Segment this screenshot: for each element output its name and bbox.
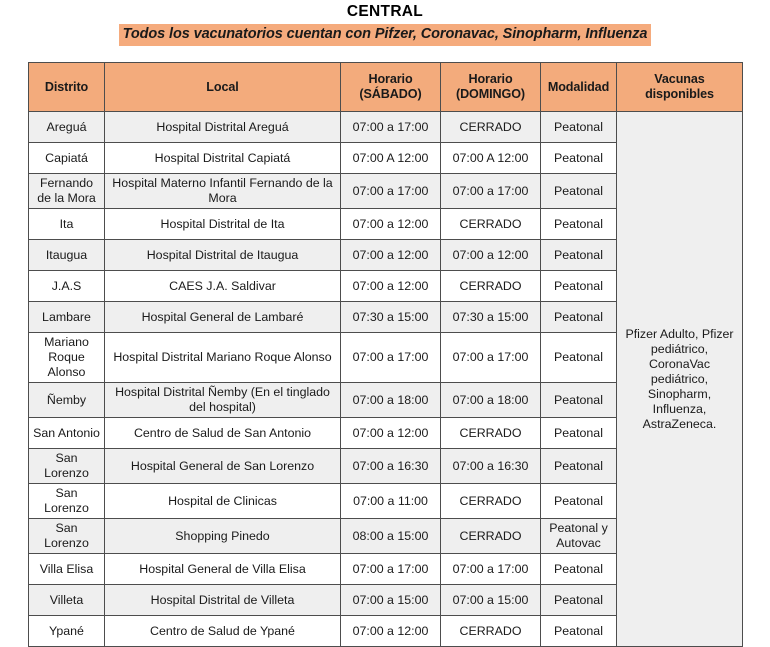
cell-distrito: San Lorenzo	[29, 484, 105, 519]
cell-horario-domingo: 07:00 a 15:00	[441, 585, 541, 616]
cell-local: Hospital Distrital Areguá	[105, 112, 341, 143]
cell-modalidad: Peatonal	[541, 209, 617, 240]
cell-modalidad: Peatonal	[541, 484, 617, 519]
cell-horario-sabado: 07:00 a 12:00	[341, 418, 441, 449]
cell-local: Hospital Distrital de Itaugua	[105, 240, 341, 271]
cell-horario-domingo: 07:00 a 17:00	[441, 554, 541, 585]
cell-distrito: Lambare	[29, 302, 105, 333]
column-header-distrito: Distrito	[29, 63, 105, 112]
column-header-local: Local	[105, 63, 341, 112]
cell-distrito: Villeta	[29, 585, 105, 616]
cell-modalidad: Peatonal	[541, 302, 617, 333]
column-header-horario-domingo	[441, 63, 541, 112]
cell-distrito: San Lorenzo	[29, 449, 105, 484]
column-header-horario-sabado	[341, 63, 441, 112]
cell-distrito: Capiatá	[29, 143, 105, 174]
cell-horario-sabado: 07:00 A 12:00	[341, 143, 441, 174]
column-header-horario-domingo-line1: Horario	[468, 72, 513, 86]
cell-modalidad: Peatonal	[541, 383, 617, 418]
cell-horario-sabado: 07:00 a 11:00	[341, 484, 441, 519]
cell-vacunas-disponibles: Pfizer Adulto, Pfizer pediátrico, CoronaVac pediátrico, Sinopharm, Influenza, AstraZeneca.	[617, 112, 743, 647]
cell-horario-sabado: 07:00 a 17:00	[341, 174, 441, 209]
cell-local: Hospital Distrital de Villeta	[105, 585, 341, 616]
cell-modalidad: Peatonal	[541, 449, 617, 484]
cell-modalidad: Peatonal	[541, 554, 617, 585]
cell-modalidad: Peatonal	[541, 240, 617, 271]
cell-modalidad: Peatonal	[541, 333, 617, 383]
cell-horario-domingo: CERRADO	[441, 519, 541, 554]
cell-horario-sabado: 07:00 a 12:00	[341, 271, 441, 302]
vaccination-schedule-table	[28, 62, 743, 647]
cell-local: Hospital Distrital Capiatá	[105, 143, 341, 174]
cell-distrito: Areguá	[29, 112, 105, 143]
column-header-vacunas-disponibles	[617, 63, 743, 112]
cell-horario-sabado: 07:00 a 17:00	[341, 112, 441, 143]
cell-horario-sabado: 07:00 a 12:00	[341, 616, 441, 647]
cell-horario-domingo: 07:30 a 15:00	[441, 302, 541, 333]
cell-local: Centro de Salud de San Antonio	[105, 418, 341, 449]
cell-horario-domingo: 07:00 a 17:00	[441, 333, 541, 383]
cell-horario-domingo: CERRADO	[441, 112, 541, 143]
cell-horario-sabado: 07:00 a 16:30	[341, 449, 441, 484]
cell-horario-sabado: 07:30 a 15:00	[341, 302, 441, 333]
subtitle-container	[0, 24, 770, 46]
cell-local: Centro de Salud de Ypané	[105, 616, 341, 647]
cell-distrito: Ypané	[29, 616, 105, 647]
cell-local: Hospital General de Lambaré	[105, 302, 341, 333]
cell-horario-domingo: 07:00 a 16:30	[441, 449, 541, 484]
cell-modalidad: Peatonal	[541, 418, 617, 449]
cell-local: Shopping Pinedo	[105, 519, 341, 554]
column-header-horario-sabado-line2: (SÁBADO)	[359, 87, 422, 101]
cell-modalidad: Peatonal	[541, 112, 617, 143]
table-body	[29, 112, 743, 647]
cell-local: Hospital General de Villa Elisa	[105, 554, 341, 585]
cell-distrito: Ñemby	[29, 383, 105, 418]
cell-local: Hospital General de San Lorenzo	[105, 449, 341, 484]
cell-distrito: Itaugua	[29, 240, 105, 271]
column-header-horario-domingo-line2: (DOMINGO)	[455, 87, 526, 101]
cell-modalidad: Peatonal	[541, 271, 617, 302]
cell-horario-domingo: 07:00 A 12:00	[441, 143, 541, 174]
cell-modalidad: Peatonal	[541, 616, 617, 647]
page-title: CENTRAL	[346, 3, 424, 20]
cell-local: Hospital de Clinicas	[105, 484, 341, 519]
column-header-horario-sabado-line1: Horario	[368, 72, 413, 86]
cell-modalidad: Peatonal y Autovac	[541, 519, 617, 554]
cell-distrito: Ita	[29, 209, 105, 240]
cell-horario-sabado: 07:00 a 12:00	[341, 240, 441, 271]
cell-horario-domingo: CERRADO	[441, 484, 541, 519]
column-header-modalidad: Modalidad	[541, 63, 617, 112]
subtitle-banner: Todos los vacunatorios cuentan con Pifzer, Coronavac, Sinopharm, Influenza	[119, 24, 652, 46]
column-header-vacunas-line1: Vacunas	[654, 72, 705, 86]
cell-distrito: Mariano Roque Alonso	[29, 333, 105, 383]
table-header-row	[29, 63, 743, 112]
cell-distrito: San Antonio	[29, 418, 105, 449]
cell-distrito: Villa Elisa	[29, 554, 105, 585]
cell-modalidad: Peatonal	[541, 143, 617, 174]
cell-horario-domingo: CERRADO	[441, 209, 541, 240]
table-header	[29, 63, 743, 112]
cell-horario-domingo: CERRADO	[441, 418, 541, 449]
cell-distrito: San Lorenzo	[29, 519, 105, 554]
cell-distrito: J.A.S	[29, 271, 105, 302]
cell-local: Hospital Materno Infantil Fernando de la Mora	[105, 174, 341, 209]
cell-local: Hospital Distrital Mariano Roque Alonso	[105, 333, 341, 383]
cell-horario-domingo: CERRADO	[441, 616, 541, 647]
cell-modalidad: Peatonal	[541, 174, 617, 209]
cell-horario-sabado: 07:00 a 15:00	[341, 585, 441, 616]
schedule-table-container	[28, 62, 742, 647]
cell-horario-sabado: 08:00 a 15:00	[341, 519, 441, 554]
cell-local: CAES J.A. Saldivar	[105, 271, 341, 302]
cell-modalidad: Peatonal	[541, 585, 617, 616]
cell-horario-domingo: 07:00 a 12:00	[441, 240, 541, 271]
cell-horario-sabado: 07:00 a 18:00	[341, 383, 441, 418]
table-row	[29, 112, 743, 143]
cell-horario-sabado: 07:00 a 17:00	[341, 333, 441, 383]
cell-horario-domingo: CERRADO	[441, 271, 541, 302]
cell-horario-sabado: 07:00 a 12:00	[341, 209, 441, 240]
cell-horario-sabado: 07:00 a 17:00	[341, 554, 441, 585]
cell-horario-domingo: 07:00 a 17:00	[441, 174, 541, 209]
column-header-vacunas-line2: disponibles	[645, 87, 714, 101]
cell-local: Hospital Distrital de Ita	[105, 209, 341, 240]
cell-local: Hospital Distrital Ñemby (En el tinglado del hospital)	[105, 383, 341, 418]
cell-horario-domingo: 07:00 a 18:00	[441, 383, 541, 418]
cell-distrito: Fernando de la Mora	[29, 174, 105, 209]
